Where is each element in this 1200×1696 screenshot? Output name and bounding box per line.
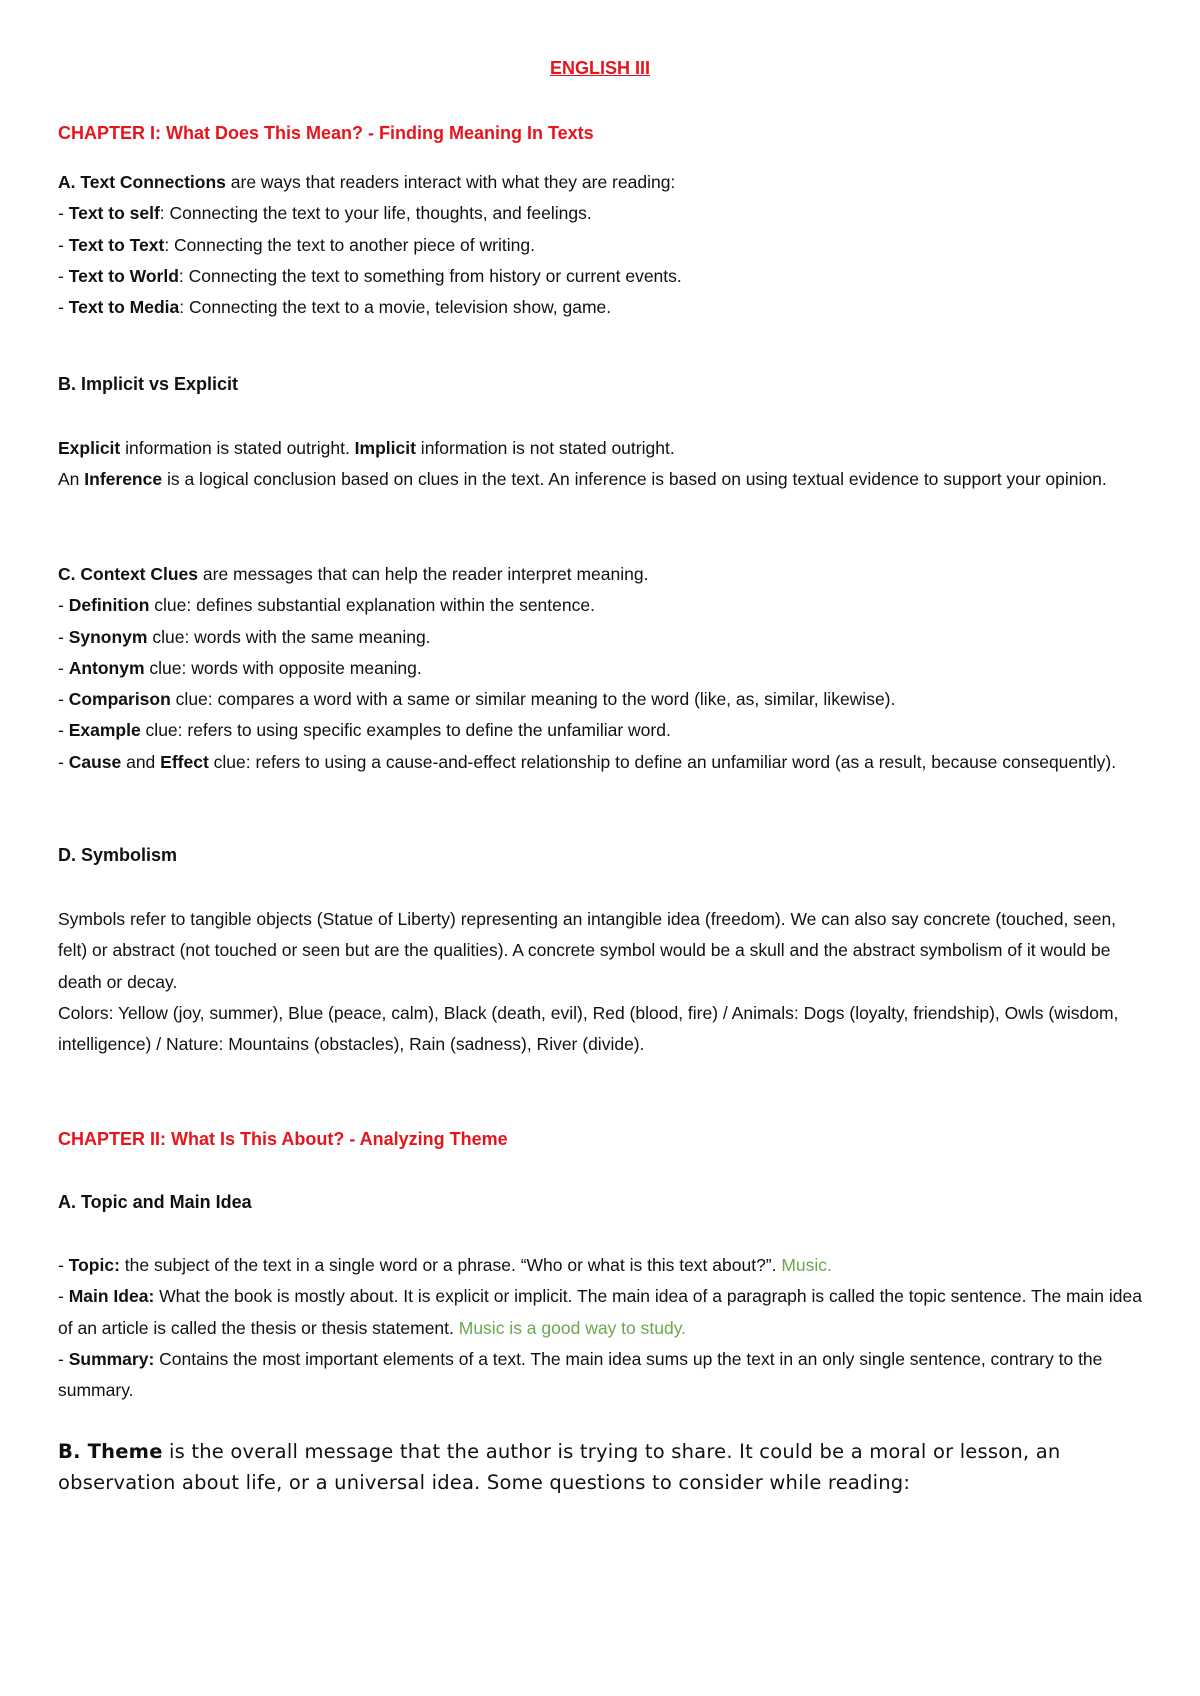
context-clues-intro: C. Context Clues are messages that can help the reader interpret meaning. [58, 564, 649, 584]
theme-paragraph: B. Theme is the overall message that the author is trying to share. It could be a moral or lesson, an observation about life, or a universal idea. Some questions to consider while reading: [58, 1440, 1061, 1494]
section-symbolism [58, 840, 1142, 871]
list-item: - Text to Text: Connecting the text to another piece of writing. [58, 234, 535, 255]
text-connections-term: A. Text Connections [58, 172, 226, 192]
topic-example: Music. [781, 1255, 832, 1275]
chapter-1 [58, 118, 1142, 149]
list-item: - Main Idea: What the book is mostly about. It is explicit or implicit. The main idea of a paragraph is called the topic sentence. The main idea of an article is called the thesis or thesis statement. Music is a good way to study. [58, 1286, 1142, 1338]
chapter-2 [58, 1124, 1142, 1155]
list-item: - Comparison clue: compares a word with a same or similar meaning to the word (like, as, similar, likewise). [58, 689, 896, 710]
chapter-2-title: CHAPTER II: What Is This About? - Analyzing Theme [58, 1129, 508, 1149]
list-item: - Definition clue: defines substantial explanation within the sentence. [58, 595, 595, 616]
inference-paragraph: An Inference is a logical conclusion based on clues in the text. An inference is based on using textual evidence to support your opinion. [58, 469, 1107, 490]
list-item: - Text to Media: Connecting the text to a movie, television show, game. [58, 297, 612, 318]
main-idea-example: Music is a good way to study. [458, 1317, 687, 1338]
list-item: - Topic: the subject of the text in a single word or a phrase. “Who or what is this text about?”. Music. [58, 1255, 832, 1275]
implicit-explicit-body [58, 433, 1142, 496]
symbolism-paragraph: Symbols refer to tangible objects (Statue of Liberty) representing an intangible idea (freedom). We can also say concrete (touched, seen, felt) or abstract (not touched or seen but are the qualities). A concrete symbol would be a skull and the abstract symbolism of it would be death or decay. [58, 909, 1117, 992]
topic-main-idea-heading: A. Topic and Main Idea [58, 1192, 252, 1212]
document-title: ENGLISH III [549, 58, 650, 78]
text-connections-intro: A. Text Connections are ways that readers interact with what they are reading: [58, 172, 676, 192]
section-text-connections [58, 167, 1142, 323]
symbolism-examples: Colors: Yellow (joy, summer), Blue (peace, calm), Black (death, evil), Red (blood, fire) / Animals: Dogs (loyalty, friendship), Owls (wisdom, intelligence) / Nature: Mountains (obstacles), Rain (sadness), River (divide). [58, 1002, 1119, 1055]
symbolism-heading: D. Symbolism [58, 845, 178, 865]
topic-main-idea-body [58, 1250, 1142, 1406]
implicit-explicit-heading: B. Implicit vs Explicit [58, 374, 239, 394]
symbolism-body [58, 904, 1142, 1060]
list-item: - Antonym clue: words with opposite meaning. [58, 657, 422, 678]
list-item: - Synonym clue: words with the same meaning. [58, 626, 431, 647]
list-item: - Text to self: Connecting the text to your life, thoughts, and feelings. [58, 203, 592, 224]
list-item: - Text to World: Connecting the text to something from history or current events. [58, 265, 682, 286]
chapter-1-title: CHAPTER I: What Does This Mean? - Finding Meaning In Texts [58, 123, 594, 143]
section-theme [58, 1436, 1142, 1498]
list-item: - Example clue: refers to using specific examples to define the unfamiliar word. [58, 720, 671, 741]
list-item: - Cause and Effect clue: refers to using a cause-and-effect relationship to define an unfamiliar word (as a result, because consequently). [58, 751, 1117, 772]
theme-term: B. Theme [58, 1440, 163, 1463]
section-topic-main-idea [58, 1187, 1142, 1218]
explicit-implicit-line: Explicit information is stated outright. Implicit information is not stated outright. [58, 438, 675, 458]
list-item: - Summary: Contains the most important elements of a text. The main idea sums up the text in an only single sentence, contrary to the summary. [58, 1348, 1103, 1401]
section-context-clues [58, 559, 1142, 778]
section-implicit-explicit [58, 369, 1142, 400]
